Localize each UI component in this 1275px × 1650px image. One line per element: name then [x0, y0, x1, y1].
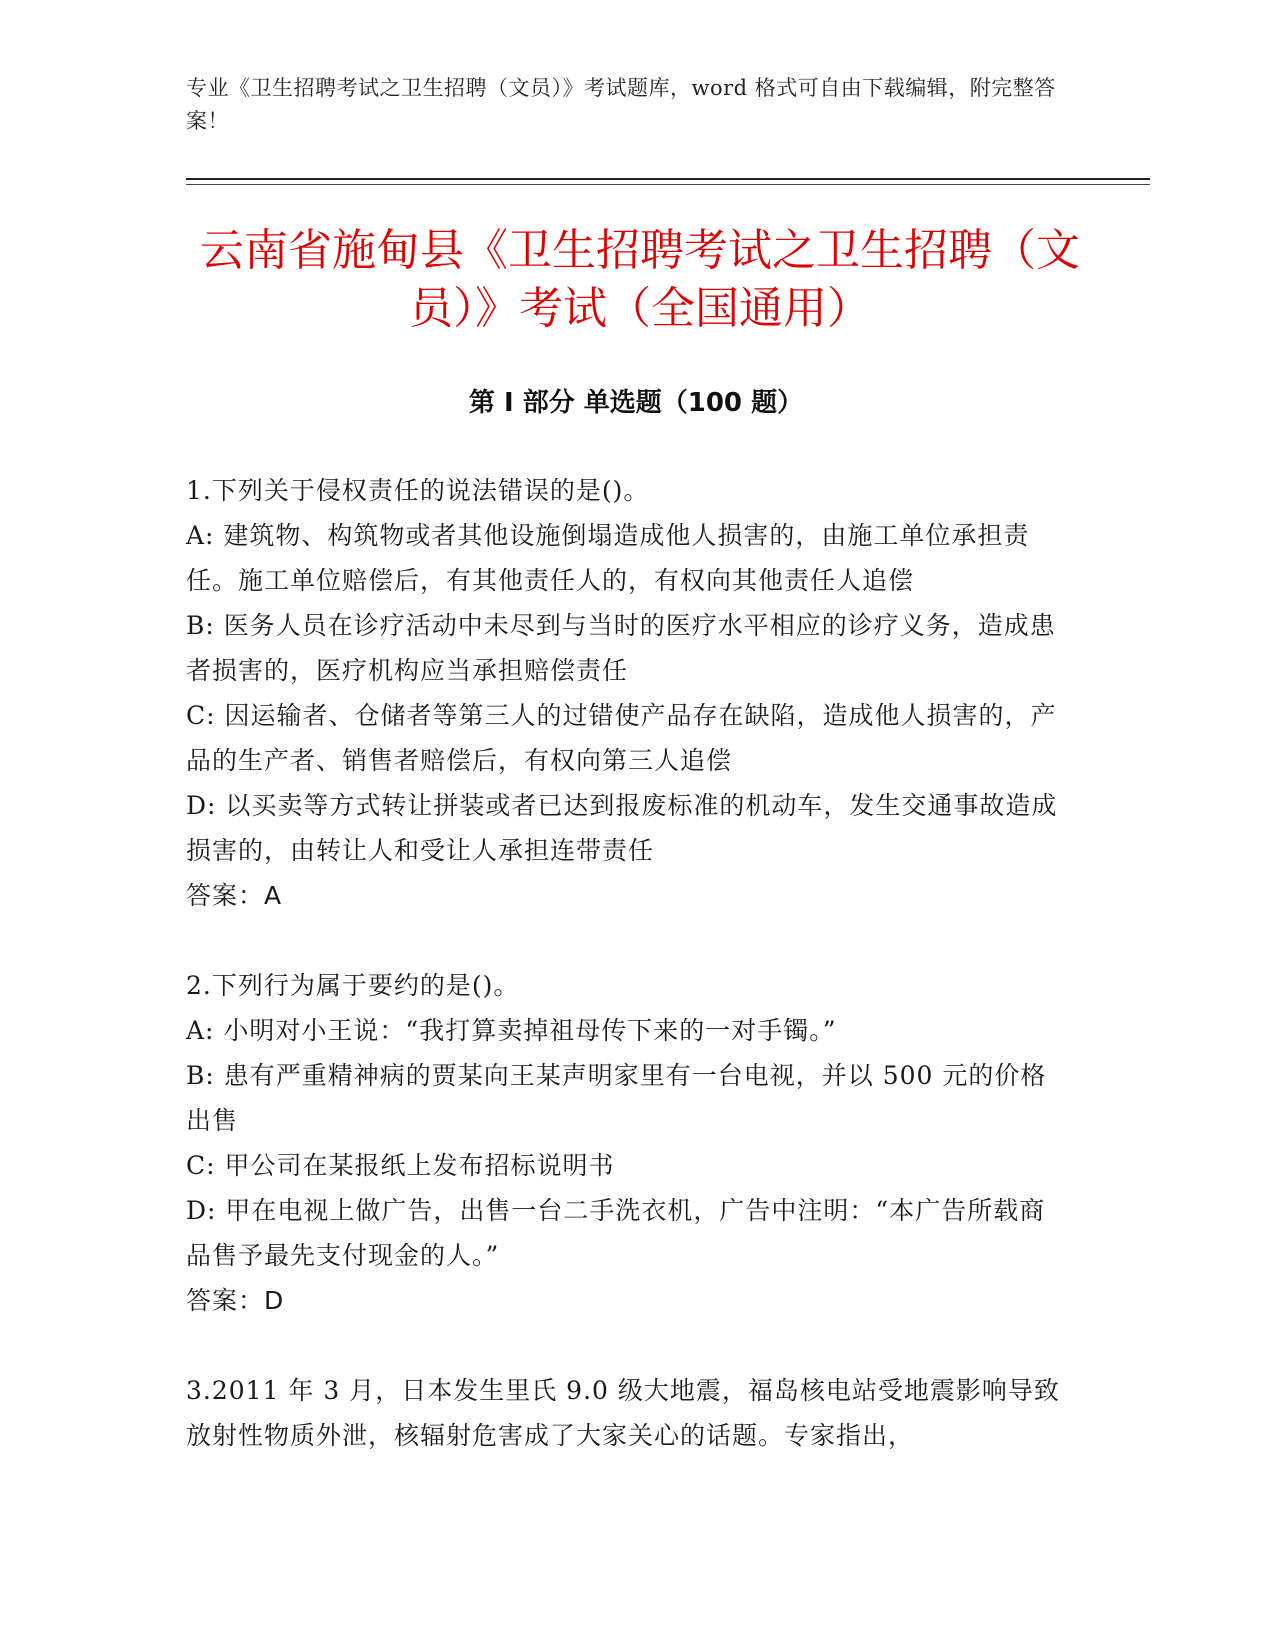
- question-2: [186, 963, 1066, 1323]
- header-divider-thick: [186, 178, 1150, 180]
- option-b: B: 医务人员在诊疗活动中未尽到与当时的医疗水平相应的诊疗义务，造成患者损害的，医疗机构应当承担赔偿责任: [186, 611, 1056, 685]
- option-c: C: 因运输者、仓储者等第三人的过错使产品存在缺陷，造成他人损害的，产品的生产者、销售者赔偿后，有权向第三人追偿: [186, 701, 1057, 775]
- option-c: C: 甲公司在某报纸上发布招标说明书: [186, 1151, 615, 1180]
- option-a: A: 建筑物、构筑物或者其他设施倒塌造成他人损害的，由施工单位承担责任。施工单位赔偿后，有其他责任人的，有权向其他责任人追偿: [186, 521, 1030, 595]
- question-list: [186, 468, 1066, 1503]
- option-a: A: 小明对小王说：“我打算卖掉祖母传下来的一对手镯。”: [186, 1016, 837, 1045]
- question-3: [186, 1368, 1066, 1458]
- option-d: D: 甲在电视上做广告，出售一台二手洗衣机，广告中注明：“本广告所载商品售予最先支付现金的人。”: [186, 1196, 1046, 1270]
- section-heading: 第 I 部分 单选题（100 题）: [468, 388, 804, 418]
- header-divider-thin: [186, 184, 1150, 185]
- question-1: [186, 468, 1066, 918]
- question-stem: 2.下列行为属于要约的是()。: [186, 971, 520, 1000]
- answer-line: 答案：A: [186, 881, 283, 910]
- question-stem: 3.2011 年 3 月，日本发生里氏 9.0 级大地震，福岛核电站受地震影响导致放射性物质外泄，核辐射危害成了大家关心的话题。专家指出，: [186, 1376, 1060, 1450]
- header-note: 专业《卫生招聘考试之卫生招聘（文员）》考试题库，word 格式可自由下载编辑，附完整答案！: [186, 76, 1056, 133]
- option-b: B: 患有严重精神病的贾某向王某声明家里有一台电视，并以 500 元的价格出售: [186, 1061, 1047, 1135]
- document-title: 云南省施甸县《卫生招聘考试之卫生招聘（文员）》考试（全国通用）: [200, 225, 1080, 334]
- answer-line: 答案：D: [186, 1286, 285, 1315]
- question-stem: 1.下列关于侵权责任的说法错误的是()。: [186, 476, 650, 505]
- option-d: D: 以买卖等方式转让拼装或者已达到报废标准的机动车，发生交通事故造成损害的，由转让人和受让人承担连带责任: [186, 791, 1058, 865]
